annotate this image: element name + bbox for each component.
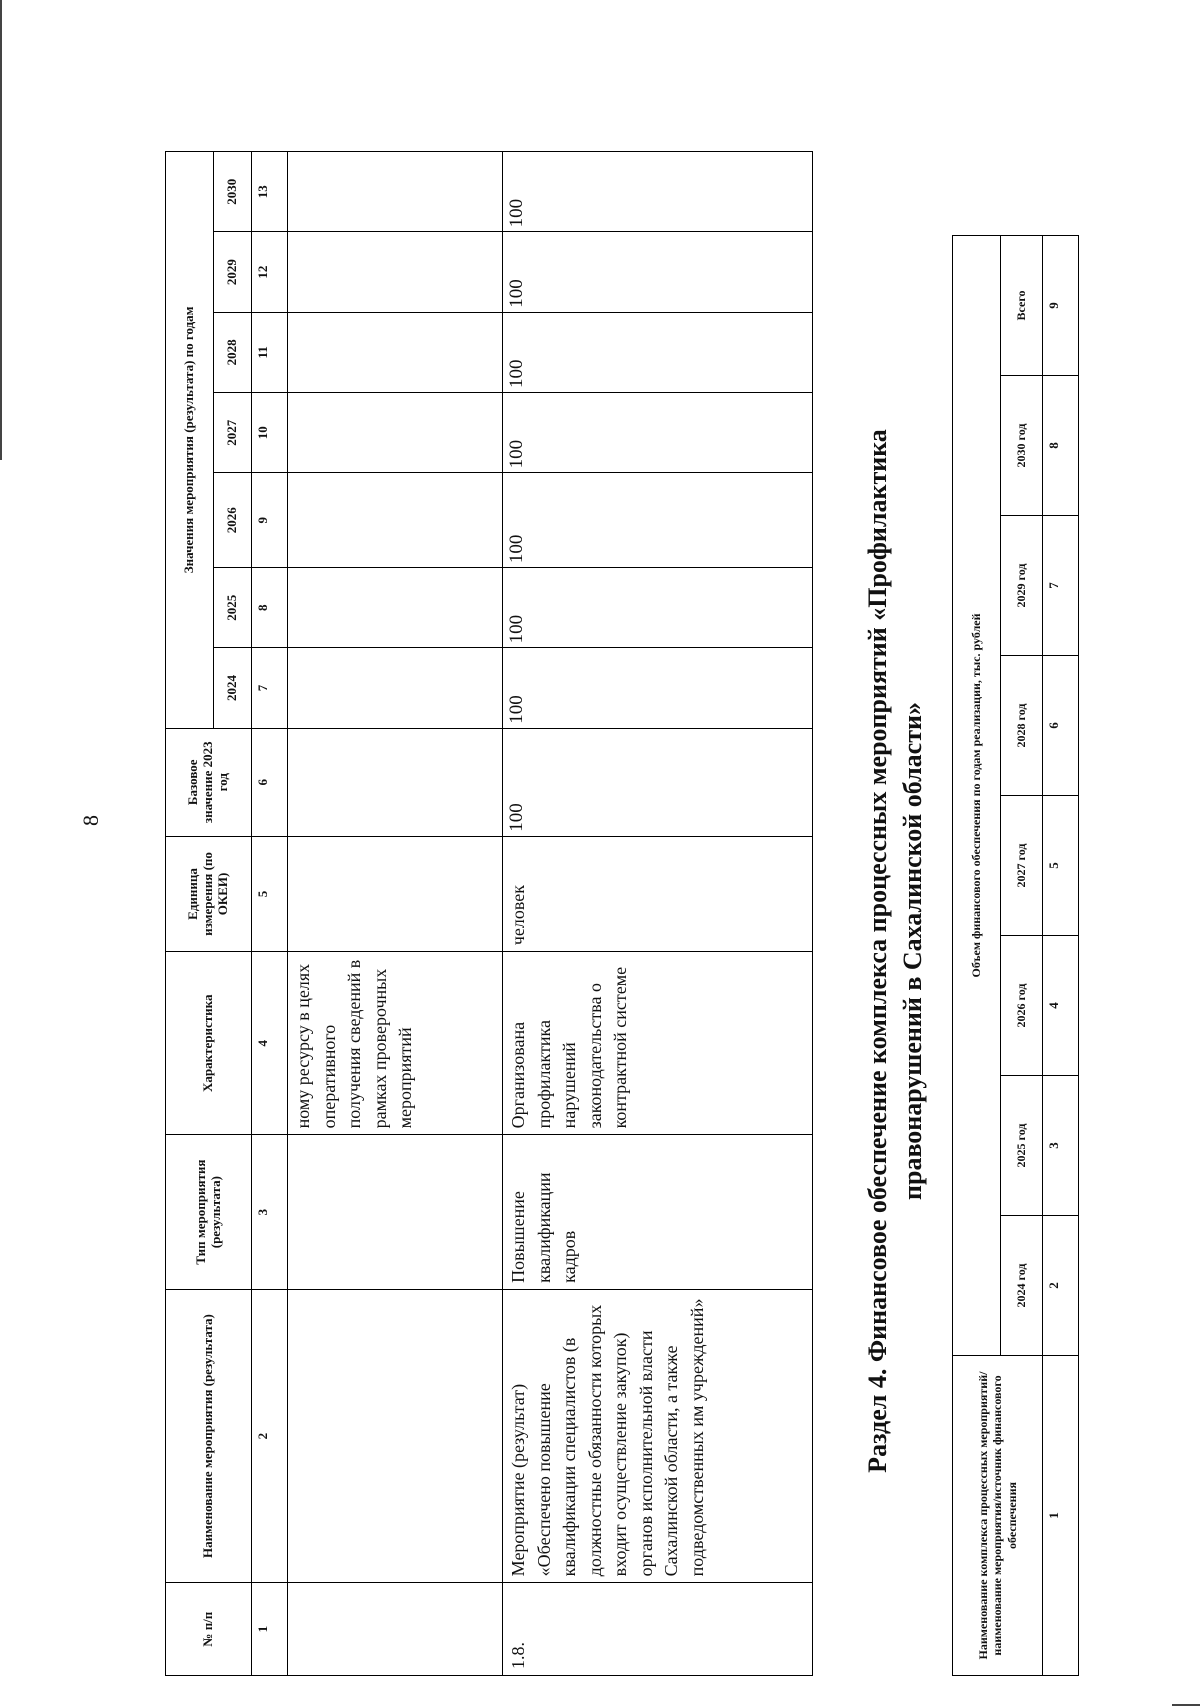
table-row bbox=[503, 152, 813, 1676]
header-year: 2027 bbox=[214, 393, 252, 473]
base-value: 100 bbox=[503, 728, 813, 836]
column-number: 2 bbox=[1043, 1216, 1079, 1356]
header-financing-name: Наименование комплекса процессных мероприятий/наименование мероприятия/источник финансового обеспечения bbox=[953, 1356, 1043, 1676]
column-number: 1 bbox=[252, 1583, 288, 1676]
year-value: 100 bbox=[503, 568, 813, 648]
year-value: 100 bbox=[503, 152, 813, 232]
header-values-by-year: Значения мероприятия (результата) по годам bbox=[166, 152, 214, 729]
column-number: 13 bbox=[252, 152, 288, 232]
header-year: 2030 bbox=[214, 152, 252, 232]
column-number: 3 bbox=[1043, 1076, 1079, 1216]
column-number: 11 bbox=[252, 312, 288, 392]
header-year: 2028 год bbox=[1001, 656, 1043, 796]
header-year: 2027 год bbox=[1001, 796, 1043, 936]
column-number: 1 bbox=[1043, 1356, 1079, 1676]
column-number: 6 bbox=[1043, 656, 1079, 796]
section-heading: Раздел 4. Финансовое обеспечение комплекса процессных мероприятий «Профилактика правонарушений в Сахалинской области» bbox=[863, 429, 928, 1473]
header-year: 2024 год bbox=[1001, 1216, 1043, 1356]
column-number: 8 bbox=[252, 568, 288, 648]
table-row bbox=[288, 152, 503, 1676]
header-type: Тип мероприятия (результата) bbox=[166, 1135, 252, 1289]
column-number: 3 bbox=[252, 1135, 288, 1289]
year-value: 100 bbox=[503, 312, 813, 392]
header-unit: Единица измерения (по ОКЕИ) bbox=[166, 836, 252, 951]
row-number: 1.8. bbox=[503, 1583, 813, 1676]
column-number: 9 bbox=[1043, 235, 1079, 375]
column-number: 7 bbox=[1043, 516, 1079, 656]
financing-table bbox=[952, 235, 1079, 1676]
header-num: № п/п bbox=[166, 1583, 252, 1676]
header-year: 2026 год bbox=[1001, 936, 1043, 1076]
measure-name: Мероприятие (результат) «Обеспечено повышение квалификации специалистов (в должностные обязанности которых входит осуществление закупок) органов исполнительной власти Сахалинской области, а также подведомственных им учреждений» bbox=[503, 1289, 813, 1582]
measure-type: Повышение квалификации кадров bbox=[503, 1135, 813, 1289]
header-base-value: Базовое значение 2023 год bbox=[166, 728, 252, 836]
header-year: 2025 bbox=[214, 568, 252, 648]
year-value: 100 bbox=[503, 393, 813, 473]
column-number: 4 bbox=[1043, 936, 1079, 1076]
header-year: 2029 bbox=[214, 232, 252, 312]
column-number: 5 bbox=[252, 836, 288, 951]
header-year: 2026 bbox=[214, 473, 252, 568]
column-number: 5 bbox=[1043, 796, 1079, 936]
year-value: 100 bbox=[503, 648, 813, 728]
column-number: 12 bbox=[252, 232, 288, 312]
header-year: 2030 год bbox=[1001, 376, 1043, 516]
year-value: 100 bbox=[503, 473, 813, 568]
header-characteristic: Характеристика bbox=[166, 952, 252, 1135]
header-year: 2024 bbox=[214, 648, 252, 728]
year-value: 100 bbox=[503, 232, 813, 312]
header-year: 2028 bbox=[214, 312, 252, 392]
header-name: Наименование мероприятия (результата) bbox=[166, 1289, 252, 1582]
indicators-table bbox=[165, 151, 813, 1676]
header-year: 2025 год bbox=[1001, 1076, 1043, 1216]
header-year: 2029 год bbox=[1001, 516, 1043, 656]
column-number: 6 bbox=[252, 728, 288, 836]
column-number: 7 bbox=[252, 648, 288, 728]
header-total: Всего bbox=[1001, 235, 1043, 375]
measure-unit: человек bbox=[503, 836, 813, 951]
column-number: 2 bbox=[252, 1289, 288, 1582]
measure-characteristic: Организована профилактика нарушений законодательства о контрактной системе bbox=[503, 952, 813, 1135]
header-financing-volume: Объем финансового обеспечения по годам реализации, тыс. рублей bbox=[953, 235, 1001, 1355]
characteristic-continuation: ному ресурсу в целях оперативного получения сведений в рамках проверочных мероприятий bbox=[288, 952, 503, 1135]
page-number: 8 bbox=[78, 815, 103, 826]
column-number: 9 bbox=[252, 473, 288, 568]
column-number: 8 bbox=[1043, 376, 1079, 516]
column-number: 10 bbox=[252, 393, 288, 473]
column-number: 4 bbox=[252, 952, 288, 1135]
